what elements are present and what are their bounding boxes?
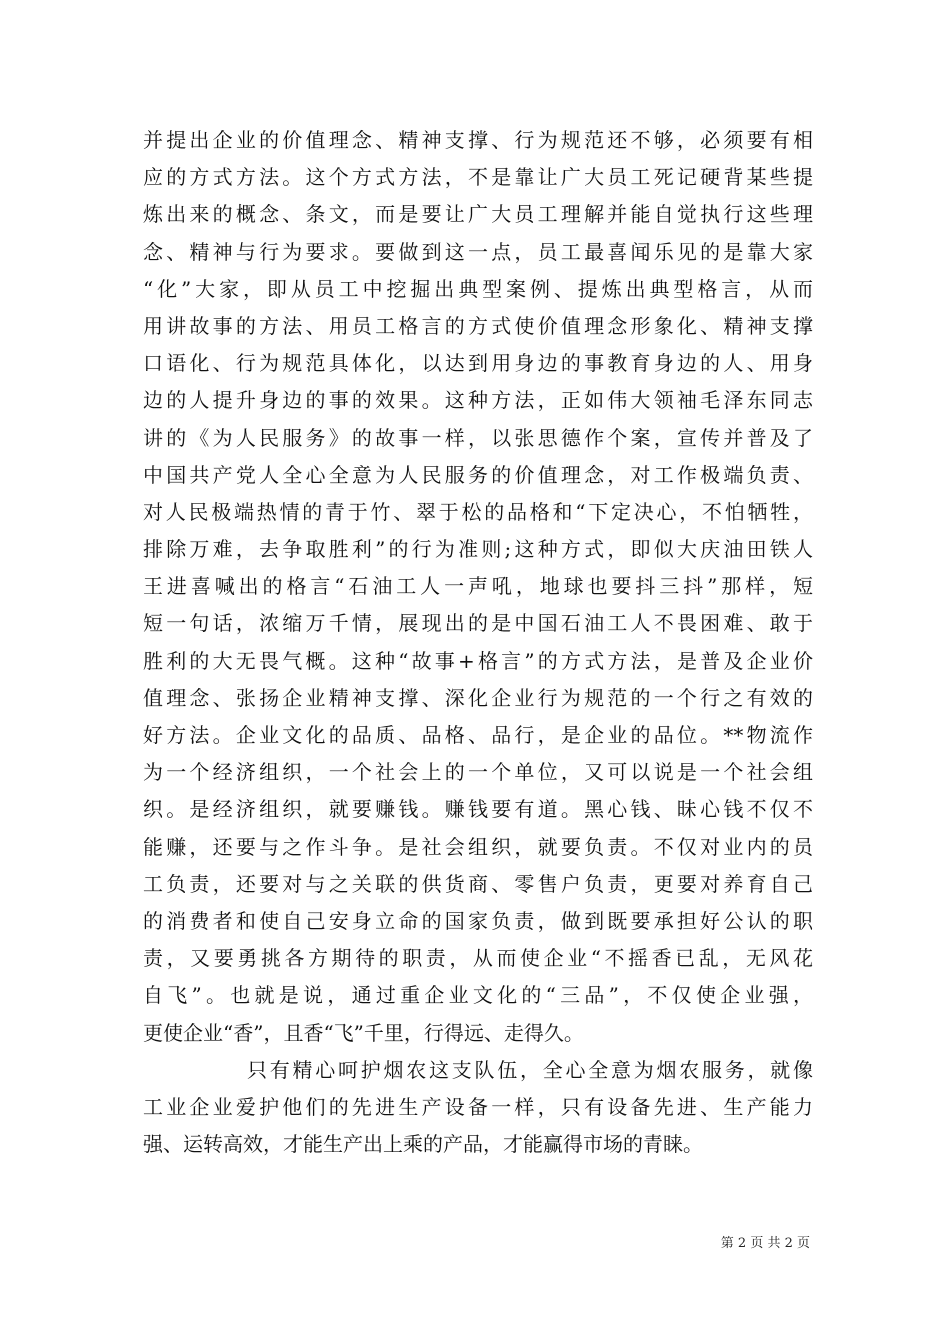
text-line: 中国共产党人全心全意为人民服务的价值理念，对工作极端负责、 [143, 462, 813, 487]
paragraph-2 [143, 1052, 813, 1164]
text-line: 织。是经济组织，就要赚钱。赚钱要有道。黑心钱、昧心钱不仅不 [143, 797, 813, 822]
page-number-footer: 第 2 页 共 2 页 [720, 1236, 810, 1251]
text-line: 更使企业“香”，且香“飞”千里，行得远、走得久。 [143, 1020, 584, 1045]
text-line: 排除万难，去争取胜利”的行为准则;这种方式，即似大庆油田铁人 [143, 537, 813, 562]
text-line: 强、运转高效，才能生产出上乘的产品，才能赢得市场的青睐。 [143, 1132, 703, 1157]
body-text [143, 122, 813, 1163]
text-line: 短一句话，浓缩万千情，展现出的是中国石油工人不畏困难、敢于 [143, 611, 813, 636]
text-line: 责，又要勇挑各方期待的职责，从而使企业“不摇香已乱，无风花 [143, 946, 813, 971]
text-line: 讲的《为人民服务》的故事一样，以张思德作个案，宣传并普及了 [143, 425, 813, 450]
text-line: 炼出来的概念、条文，而是要让广大员工理解并能自觉执行这些理 [143, 202, 813, 227]
text-line: 并提出企业的价值理念、精神支撑、行为规范还不够，必须要有相 [143, 128, 813, 152]
text-line: 念、精神与行为要求。要做到这一点，员工最喜闻乐见的是靠大家 [143, 239, 813, 264]
text-line: “化”大家，即从员工中挖掘出典型案例、提炼出典型格言，从而 [143, 276, 813, 301]
text-line: 用讲故事的方法、用员工格言的方式使价值理念形象化、精神支撑 [143, 313, 813, 338]
text-line: 只有精心呵护烟农这支队伍，全心全意为烟农服务，就像 [247, 1057, 813, 1082]
text-line: 工负责，还要对与之关联的供货商、零售户负责，更要对养育自己 [143, 871, 813, 896]
text-line: 对人民极端热情的青于竹、翠于松的品格和“下定决心，不怕牺牲， [143, 499, 813, 524]
text-line: 胜利的大无畏气概。这种“故事+格言”的方式方法，是普及企业价 [143, 648, 813, 673]
text-line: 王进喜喊出的格言“石油工人一声吼，地球也要抖三抖”那样，短 [143, 574, 813, 599]
text-line: 好方法。企业文化的品质、品格、品行，是企业的品位。**物流作 [143, 723, 813, 747]
text-line: 应的方式方法。这个方式方法，不是靠让广大员工死记硬背某些提 [143, 165, 813, 190]
text-line: 为一个经济组织，一个社会上的一个单位，又可以说是一个社会组 [143, 760, 813, 785]
text-line: 值理念、张扬企业精神支撑、深化企业行为规范的一个行之有效的 [143, 685, 813, 710]
text-line: 口语化、行为规范具体化，以达到用身边的事教育身边的人、用身 [143, 351, 813, 376]
paragraph-1 [143, 122, 813, 1052]
text-line: 工业企业爱护他们的先进生产设备一样，只有设备先进、生产能力 [143, 1094, 813, 1119]
text-line: 自飞”。也就是说，通过重企业文化的“三品”，不仅使企业强， [143, 983, 813, 1008]
text-line: 的消费者和使自己安身立命的国家负责，做到既要承担好公认的职 [143, 908, 813, 933]
text-line: 能赚，还要与之作斗争。是社会组织，就要负责。不仅对业内的员 [143, 834, 813, 859]
text-line: 边的人提升身边的事的效果。这种方法，正如伟大领袖毛泽东同志 [143, 388, 813, 413]
